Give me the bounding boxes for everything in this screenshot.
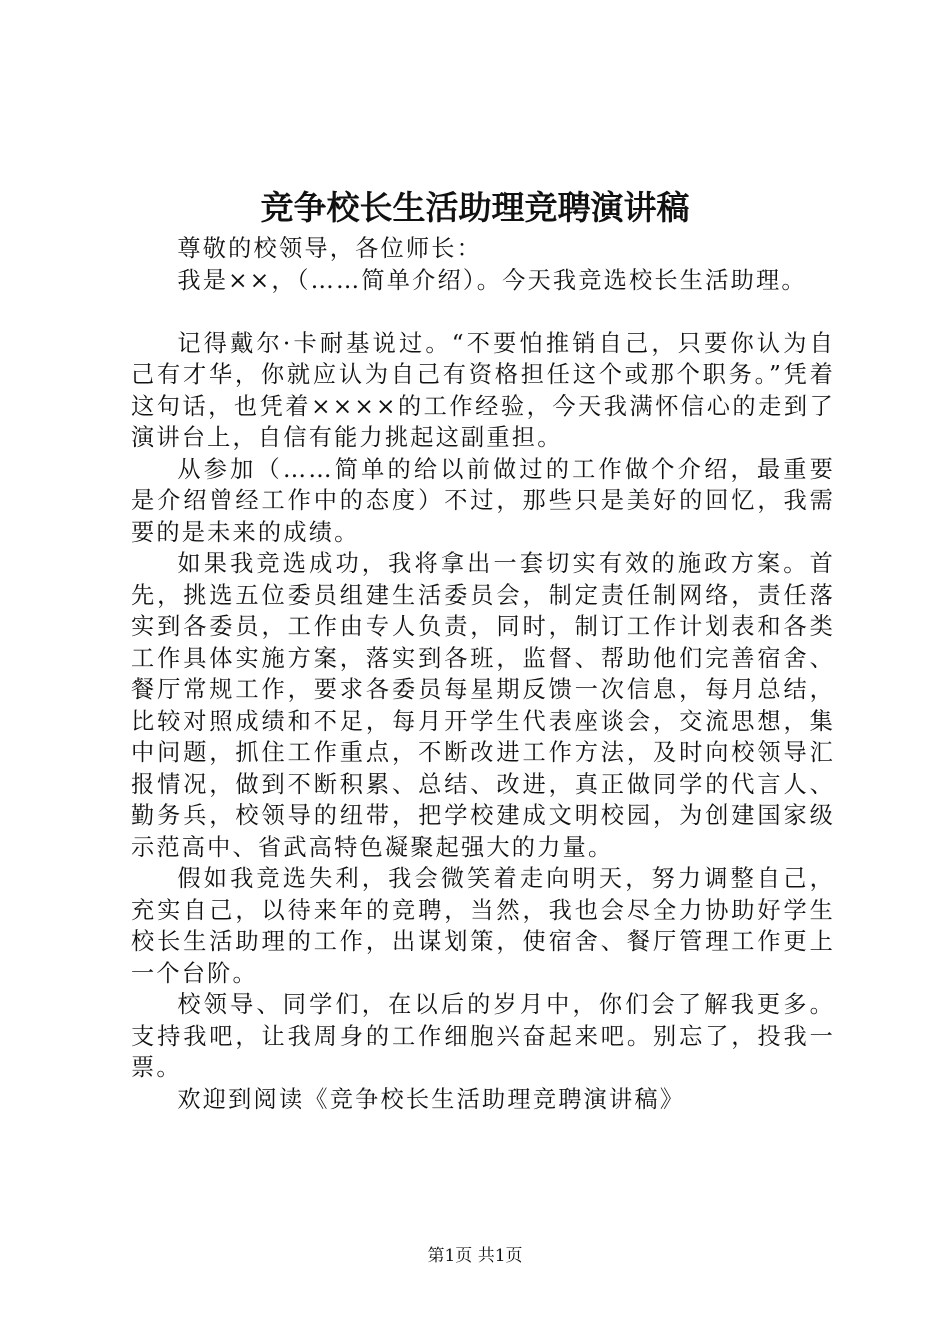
welcome-paragraph: 欢迎到阅读《竞争校长生活助理竞聘演讲稿》	[177, 1085, 686, 1113]
page-footer: 第1页 共1页	[427, 1246, 523, 1266]
quote-paragraph: 记得戴尔·卡耐基说过。“不要怕推销自己，只要你认为自己有才华，你就应认为自己有资格担任这个或那个职务。”凭着这句话，也凭着××××的工作经验，今天我满怀信心的走到了演讲台上，自信有能力挑起这副重担。	[131, 329, 835, 451]
experience-paragraph: 从参加（……简单的给以前做过的工作做个介绍，最重要是介绍曾经工作中的态度）不过，那些只是美好的回忆，我需要的是未来的成绩。	[131, 455, 835, 546]
intro-paragraph: 我是××，（……简单介绍）。今天我竞选校长生活助理。	[177, 266, 807, 294]
salutation-paragraph: 尊敬的校领导，各位师长：	[177, 235, 483, 262]
document-title: 竞争校长生活助理竞聘演讲稿	[260, 188, 690, 227]
plan-paragraph: 如果我竞选成功，我将拿出一套切实有效的施政方案。首先，挑选五位委员组建生活委员会，制定责任制网络，责任落实到各委员，工作由专人负责，同时，制订工作计划表和各类工作具体实施方案，落实到各班，监督、帮助他们完善宿舍、餐厅常规工作，要求各委员每星期反馈一次信息，每月总结，比较对照成绩和不足，每月开学生代表座谈会，交流思想，集中问题，抓住工作重点，不断改进工作方法，及时向校领导汇报情况，做到不断积累、总结、改进，真正做同学的代言人、勤务兵，校领导的纽带，把学校建成文明校园，为创建国家级示范高中、省武高特色凝聚起强大的力量。	[131, 550, 835, 861]
closing-paragraph: 校领导、同学们，在以后的岁月中，你们会了解我更多。支持我吧，让我周身的工作细胞兴奋起来吧。别忘了，投我一票。	[131, 991, 835, 1081]
fallback-paragraph: 假如我竞选失利，我会微笑着走向明天，努力调整自己，充实自己，以待来年的竞聘，当然，我也会尽全力协助好学生校长生活助理的工作，出谋划策，使宿舍、餐厅管理工作更上一个台阶。	[131, 865, 835, 987]
document-body	[131, 233, 835, 1115]
paragraph-spacer	[131, 296, 835, 328]
